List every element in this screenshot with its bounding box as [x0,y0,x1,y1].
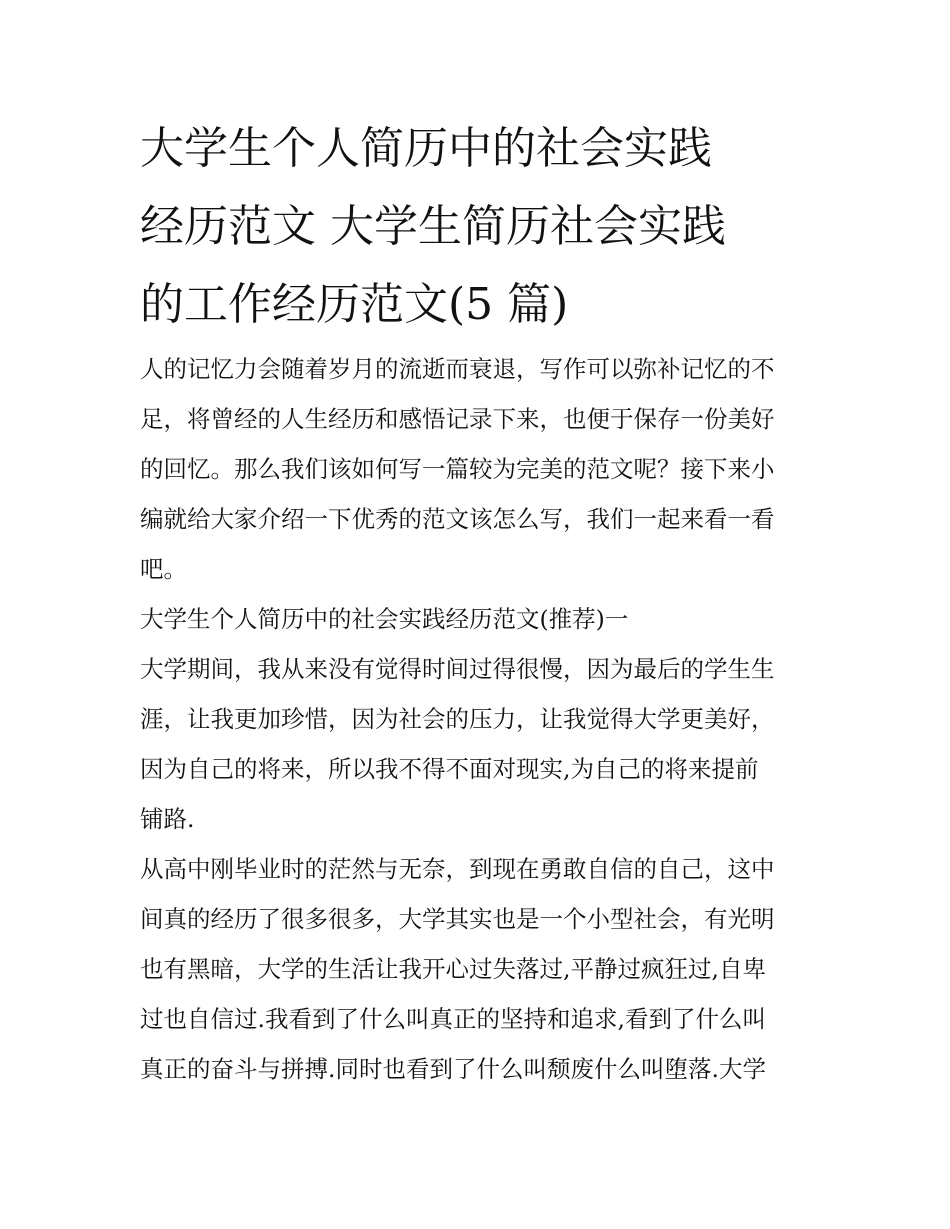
title-line: 经历范文 大学生简历社会实践 [140,201,726,252]
paragraph-line: 吧。 [140,555,187,583]
document-title [140,110,820,344]
paragraph-line: 间真的经历了很多很多，大学其实也是一个小型社会，有光明 [140,905,775,933]
paragraph-line: 编就给大家介绍一下优秀的范文该怎么写，我们一起来看一看 [140,505,775,533]
title-line: 的工作经历范文(5 篇) [140,279,569,330]
paragraph-line: 真正的奋斗与拼搏.同时也看到了什么叫颓废什么叫堕落.大学 [140,1055,766,1083]
paragraph-line: 过也自信过.我看到了什么叫真正的坚持和追求,看到了什么叫 [140,1005,766,1033]
document-content [140,110,820,1094]
paragraph-line: 足，将曾经的人生经历和感悟记录下来，也便于保存一份美好 [140,405,775,433]
paragraph-line: 因为自己的将来，所以我不得不面对现实,为自己的将来提前 [140,755,759,783]
body-paragraph [140,644,820,844]
paragraph-line: 人的记忆力会随着岁月的流逝而衰退，写作可以弥补记忆的不 [140,355,775,383]
title-line: 大学生个人简历中的社会实践 [140,123,712,174]
paragraph-line: 也有黑暗，大学的生活让我开心过失落过,平静过疯狂过,自卑 [140,955,766,983]
section-heading [140,594,820,644]
paragraph-line: 涯，让我更加珍惜，因为社会的压力，让我觉得大学更美好， [140,705,775,733]
paragraph-line: 从高中刚毕业时的茫然与无奈，到现在勇敢自信的自己，这中 [140,855,775,883]
intro-paragraph [140,344,820,594]
paragraph-line: 的回忆。那么我们该如何写一篇较为完美的范文呢？接下来小 [140,455,775,483]
paragraph-line: 大学期间，我从来没有觉得时间过得很慢，因为最后的学生生 [140,655,775,683]
paragraph-line: 铺路. [140,805,195,833]
body-paragraph [140,844,820,1094]
section-heading-line: 大学生个人简历中的社会实践经历范文(推荐)一 [140,605,629,633]
